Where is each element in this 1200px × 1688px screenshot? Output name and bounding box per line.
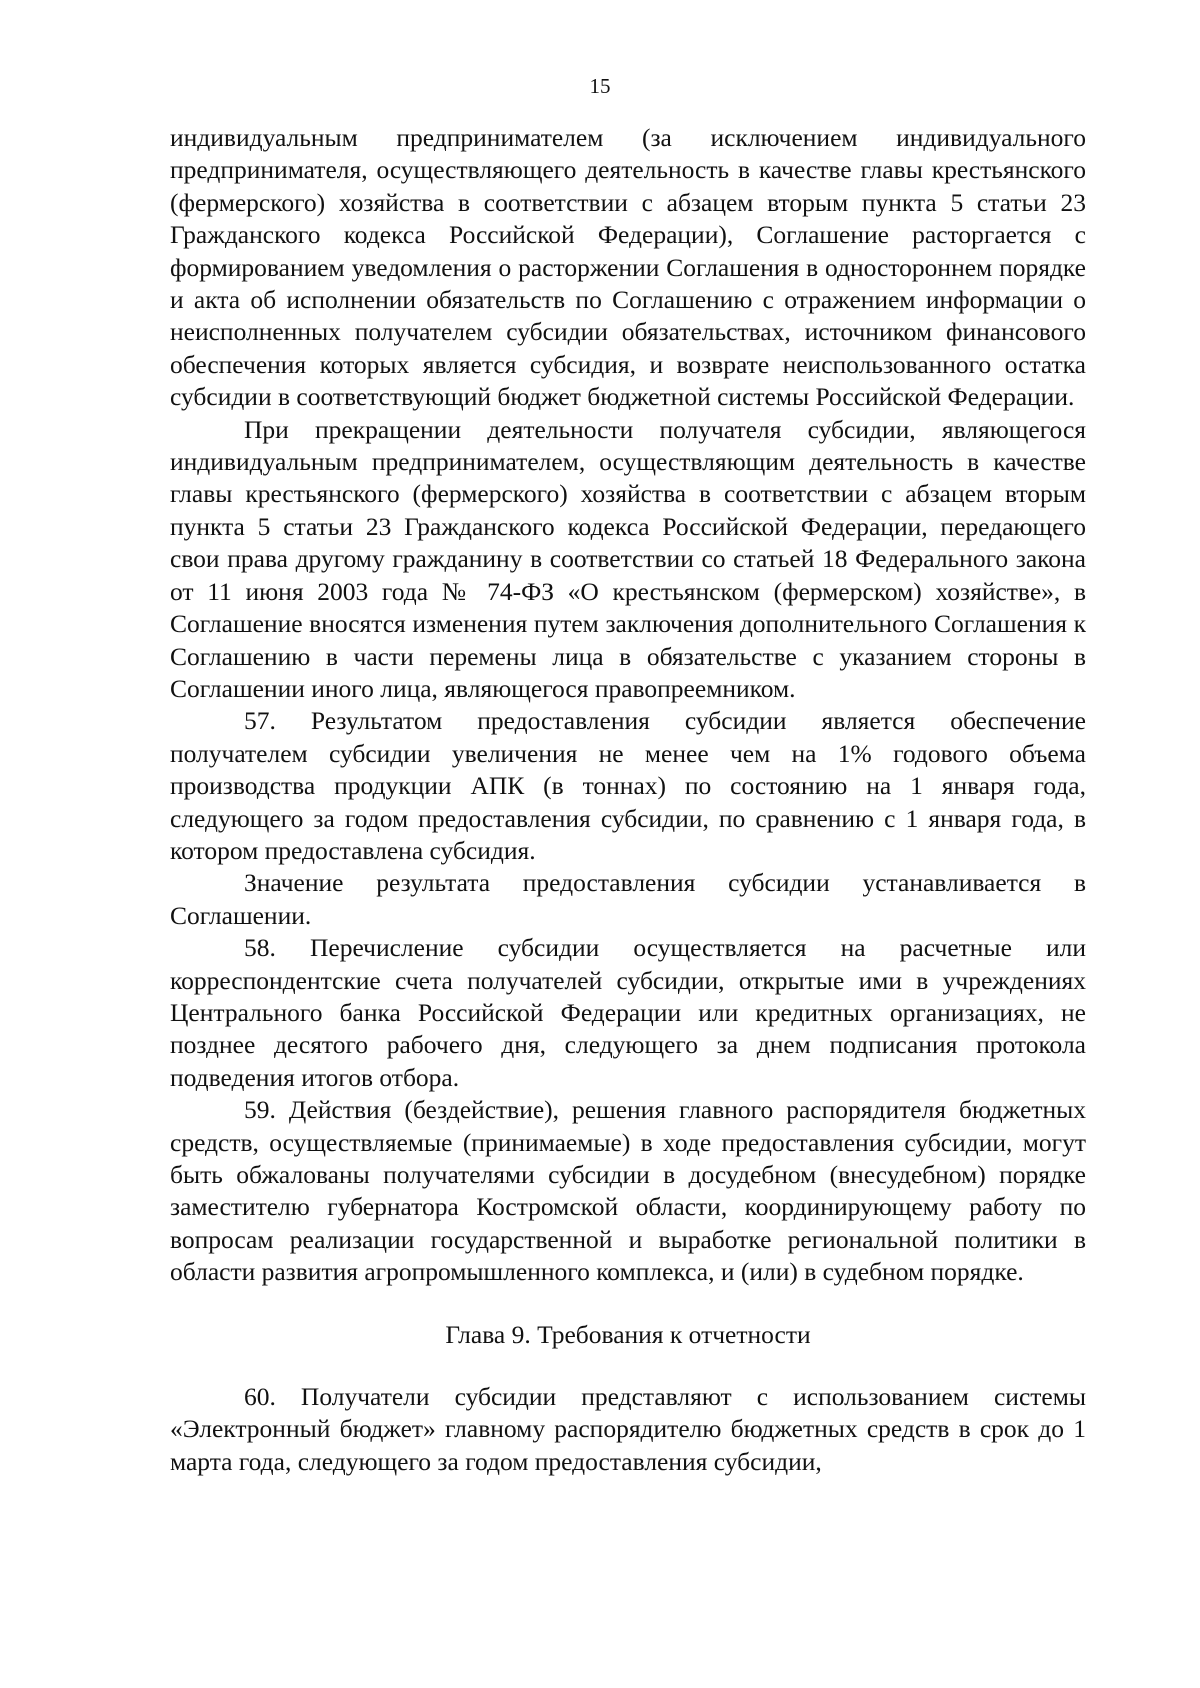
paragraph-59: 59. Действия (бездействие), решения главного распорядителя бюджетных средств, осуществляемые (принимаемые) в ходе предоставления субсидии, могут быть обжалованы получателями субсидии в досудебном (внесудебном) порядке заместителю губернатора Костромской области, координирующему работу по вопросам реализации государственной и выработке региональной политики в области развития агропромышленного комплекса, и (или) в судебном порядке. (170, 1095, 1086, 1287)
paragraph-continuation: индивидуальным предпринимателем (за исключением индивидуального предпринимателя, осуществляющего деятельность в качестве главы крестьянского (фермерского) хозяйства в соответствии с абзацем вторым пункта 5 статьи 23 Гражданского кодекса Российской Федерации), Соглашение расторгается с формированием уведомления о расторжении Соглашения в одностороннем порядке и акта об исполнении обязательств по Соглашению с отражением информации о неисполненных получателем субсидии обязательствах, источником финансового обеспечения которых является субсидия, и возврате неиспользованного остатка субсидии в соответствующий бюджет бюджетной системы Российской Федерации. (170, 123, 1086, 412)
chapter-heading: Глава 9. Требования к отчетности (445, 1319, 811, 1349)
document-body (170, 122, 1086, 1478)
paragraph-58: 58. Перечисление субсидии осуществляется на расчетные или корреспондентские счета получателей субсидии, открытые ими в учреждениях Центрального банка Российской Федерации или кредитных организациях, не позднее десятого рабочего дня, следующего за днем подписания протокола подведения итогов отбора. (170, 933, 1086, 1092)
paragraph-result-value: Значение результата предоставления субсидии устанавливается в Соглашении. (170, 868, 1086, 930)
page-number: 15 (589, 74, 611, 98)
paragraph-60: 60. Получатели субсидии представляют с использованием системы «Электронный бюджет» главному распорядителю бюджетных средств в срок до 1 марта года, следующего за годом предоставления субсидии, (170, 1382, 1086, 1476)
paragraph-termination: При прекращении деятельности получателя субсидии, являющегося индивидуальным предпринимателем, осуществляющим деятельность в качестве главы крестьянского (фермерского) хозяйства в соответствии с абзацем вторым пункта 5 статьи 23 Гражданского кодекса Российской Федерации, передающего свои права другому гражданину в соответствии со статьей 18 Федерального закона от 11 июня 2003 года № 74-ФЗ «О крестьянском (фермерском) хозяйстве», в Соглашение вносятся изменения путем заключения дополнительного Соглашения к Соглашению в части перемены лица в обязательстве с указанием стороны в Соглашении иного лица, являющегося правопреемником. (170, 414, 1086, 703)
paragraph-57: 57. Результатом предоставления субсидии является обеспечение получателем субсидии увеличения не менее чем на 1% годового объема производства продукции АПК (в тоннах) по состоянию на 1 января года, следующего за годом предоставления субсидии, по сравнению с 1 января года, в котором предоставлена субсидия. (170, 706, 1086, 865)
